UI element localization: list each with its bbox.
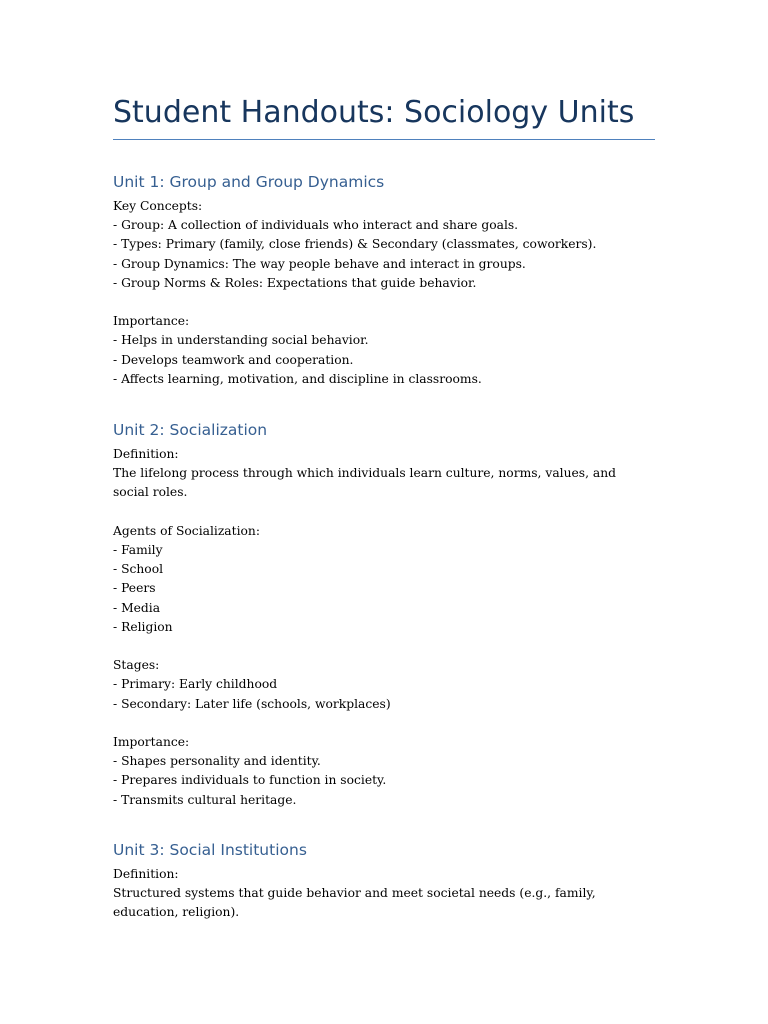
unit-2-heading: Unit 2: Socialization — [113, 421, 268, 439]
definition-label: Definition: — [113, 447, 179, 461]
agents-label: Agents of Socialization: — [113, 523, 260, 538]
document-title: Student Handouts: Sociology Units — [113, 95, 635, 130]
paragraph-gap — [113, 714, 655, 733]
paragraph-gap — [113, 637, 655, 656]
importance-label: Importance: — [113, 314, 190, 329]
unit-3-body — [113, 865, 655, 923]
list-item: - Media — [113, 600, 161, 615]
unit-2-section — [113, 420, 655, 810]
list-item: - Shapes personality and identity. — [113, 754, 321, 769]
list-item: - Affects learning, motivation, and discipline in classrooms. — [113, 371, 482, 386]
stages-label: Stages: — [113, 658, 160, 673]
list-item: - Types: Primary (family, close friends) & Secondary (classmates, coworkers). — [113, 237, 597, 252]
key-concepts-label: Key Concepts: — [113, 199, 203, 213]
list-item: - Helps in understanding social behavior. — [113, 333, 369, 348]
title-underline — [113, 139, 655, 140]
list-item: - Prepares individuals to function in society. — [113, 773, 387, 788]
list-item: - Transmits cultural heritage. — [113, 792, 297, 807]
list-item: - Peers — [113, 581, 156, 596]
unit-3-heading: Unit 3: Social Institutions — [113, 841, 307, 859]
list-item: - School — [113, 562, 164, 577]
list-item: - Secondary: Later life (schools, workplaces) — [113, 696, 391, 711]
list-item: - Group Dynamics: The way people behave and interact in groups. — [113, 256, 526, 271]
list-item: - Group Norms & Roles: Expectations that guide behavior. — [113, 275, 477, 290]
unit-2-body — [113, 445, 655, 810]
paragraph-gap — [113, 503, 655, 522]
list-item: - Group: A collection of individuals who interact and share goals. — [113, 218, 519, 233]
list-item: - Primary: Early childhood — [113, 677, 278, 692]
definition-text: The lifelong process through which individuals learn culture, norms, values, and social roles. — [113, 466, 617, 500]
unit-3-section — [113, 840, 655, 923]
list-item: - Develops teamwork and cooperation. — [113, 352, 354, 367]
definition-text: Structured systems that guide behavior and meet societal needs (e.g., family, education, religion). — [113, 886, 596, 920]
list-item: - Family — [113, 543, 163, 557]
definition-label: Definition: — [113, 867, 179, 881]
unit-1-section — [113, 172, 655, 389]
paragraph-gap — [113, 293, 655, 312]
unit-1-heading: Unit 1: Group and Group Dynamics — [113, 173, 385, 191]
list-item: - Religion — [113, 619, 173, 634]
importance-label: Importance: — [113, 735, 190, 749]
unit-1-body — [113, 197, 655, 389]
